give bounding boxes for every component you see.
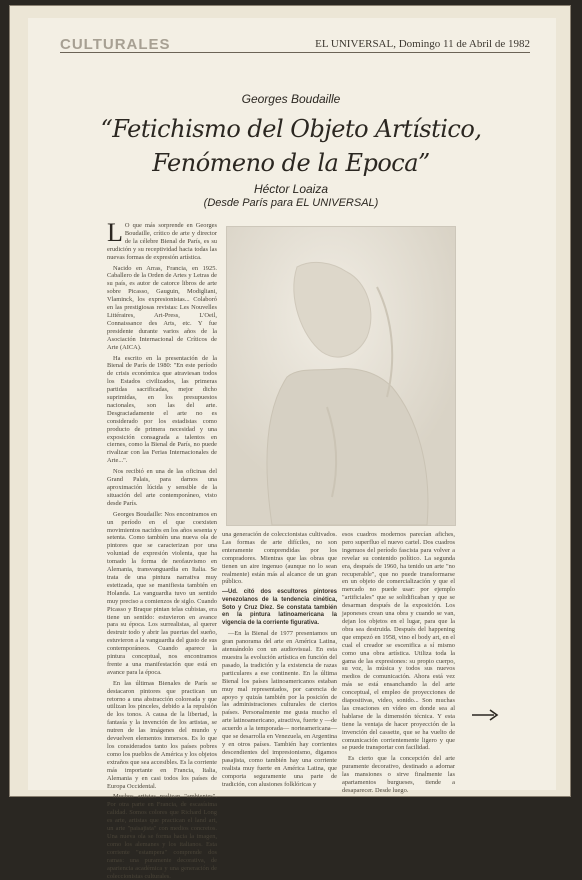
text-column-3 [342,531,455,794]
article-photo [226,226,456,526]
paragraph: En las últimas Bienales de París se destacaron pintores que practican un retorno a una abstracción coloreada y que utilizan los pinceles, debido a la repulsión de los tonos. A causa de la libertad, la fantasía y la invención de los artistas, se nutren de las imágenes del mundo y devuelven elementos inmersos. Es lo que los considerados tanto los países pobres como los pueblos de América y los objetos extraños que sea accesibles. Es la corriente más importante en Francia, Italia, Alemania y en casi todos los países de Europa Occidental. [107,679,217,790]
paragraph: Nacido en Arras, Francia, en 1925. Caballero de la Orden de Artes y Letras de su país, es autor de catorce libros de arte sobre Picasso, Gauguin, Modigliani, Vlaminck, los expresionistas... Colaboró en las prestigiosas revistas: Les Nouvelles Littéraires, Art-Press, L'Oeil, Connaissance des Arts, etc. Y fue presidente durante varios años de la Asociación Internacional de Críticos de Arte (AICA). [107,264,217,351]
paragraph: Es cierto que la concepción del arte puramente decorativo, destinado a adornar las mansiones o sirve finalmente las apartamentos burgueses, tiende a desaparecer. Desde luego. [342,755,455,794]
paragraph: —En la Bienal de 1977 presentamos un gran panorama del arte en América Latina, atenuándolo con un audiovisual. En esta muestra la evolución artística en función del pasado, la tradición y la existencia de razas particulares a ese continente. En la última Bienal los países latinoamericanos estaban muy mal representados, por carencia de apoyo y quizás también por la posición de las administraciones culturales de ciertos países. Personalmente me gusta mucho el arte latinoamericano, atractiva, fuerte y —de acuerdo a la temporada— norteamericana— que se desarrolla en Venezuela, en Argentina y en otros países. También hay corrientes descendientes del impresionismo, digamos pasajista, como también hay una corriente realista muy fuerte en América Latina, que comporta seguramente una parte de tradición, con alusiones folklóricas y [222,630,337,788]
text-column-2 [222,531,337,790]
drop-cap: L [107,218,123,247]
article-headline [90,112,492,180]
text-column-1 [107,218,217,880]
interview-question: —Ud. citó dos escultores pintores venezolanos de la tendencia cinética, Soto y Cruz Díez. Se constata también en la pintura latinoamericana la vigencia de la corriente figurativa. [222,589,337,626]
photo-portrait-image [227,227,455,525]
paragraph: Ha escrito en la presentación de la Bienal de París de 1980: "En este período de crisis económica que atraviesan todos los Estados civilizados, las primeras partidas sacrificadas, mejor dicho suprimidas, en los presupuestos nacionales, son las del arte. Desgraciadamente el arte no es considerado por los estadistas como producto de primera necesidad y una exposición consagrada a talentos en ciernes, como la Bienal de París, no puede rivalizar con las Ferias Internacionales de Arte...". [107,354,217,465]
paragraph: Nos recibió en una de las oficinas del Grand Palais, para darnos una aproximación lúcida y sensible de la situación del arte contemporáneo, visto desde París. [107,468,217,507]
masthead [60,36,530,53]
paragraph: Georges Boudaille: Nos encontramos en un período en el que coexisten movimientos nacidos en los años sesenta y setenta. Como también una nueva ola de pintores que se caracterizan por una voluntad de expresión violenta, que ha tomado la forma de neofauvismo en Alemania, transvanguardia en Italia. Se trata de una pintura narrativa muy estetizada, que se manifiesta también en Holanda. La vanguardia tuvo un sentido muy preciso a comienzos de siglo. Cuando Picasso y Braque pintan telas cubistas, era tiene un sentido: estuvieron en avance para su época. Los surrealistas, al querer destruir todo y abrir las puertas del sueño, estuvieron a la vanguardia del gusto de sus contemporáneos. Cuando aparece la pintura conceptual, nos encontramos frente a una manifestación que está en avance para la época. [107,510,217,676]
headline-line-2: Fenómeno de la Epoca” [152,149,430,177]
paragraph: esos cuadros modernos parecían afiches, pero superfluo el nuevo cartel. Dos cuadros ingenuos del período fascista para volver a revelar su contenido político. La segunda era, después de 1960, ha tenido un arte "no recuperable", que no puede transformarse en un objeto de comercialización y que el mercado no puede usar: por ejemplo "artificiales" que se solidificaban y que se desarman después de la exposición. Los japoneses crean una obra y cuando se van, dejan los objetos en el lugar, para que la obra sea destruida. Después del happening que empezó en 1958, vino el body art, en el cual el creador se escenifica a sí mismo como una obra artística. Utiliza toda la gama de las expresiones: su propio cuerpo, su voz, la música y todos sus nuevos medios de comunicación. Ahora está vez más se está ensanchando la del arte conceptual, el empleo de proyecciones de diapositivas, video, sonido... Son muchas las creaciones en vídeo en donde sea al hablarse de la dimensión técnica. Y esta tiene la ventaja de hacer proyección de la invención del cassette, que se ha vuelto de comunicación corrientemente ligero y que se puede transportar con facilidad. [342,531,455,752]
paragraph: una generación de coleccionistas cultivados. Las formas de arte difíciles, no son enteramente comprendidas por los compradores. Mientras que las obras que tienen un aire ingenuo (aunque no lo sean realmente) están más al alcance de un gran público. [222,531,337,586]
article-author: Héctor Loaiza [253,182,329,196]
article-kicker: Georges Boudaille [241,92,341,106]
paragraph: Muchos artistas realizan "ambientes". Por otra parte en Francia, de escasísima calidad. Somos colores que Richard Long es arte, artistas que practican el land art, un arte "paisajista" con medios concretos. Una nueva ola se forma hacia la imagen, como los alemanes y los italianos. Esta corriente "estampera" comprende dos ramas: una puramente decorativa, de apariencia académica y una generación de coleccionistas culturales. [107,793,217,880]
section-title: CULTURALES [60,36,171,53]
continue-arrow-icon [470,708,500,722]
paragraph: L O que más sorprende en Georges Boudaille, crítico de arte y director de la célebre Bienal de París, es su erudición y su receptividad hacia todas las nuevas formas de expresión artística. [107,218,217,261]
headline-line-1: “Fetichismo del Objeto Artístico, [100,115,482,143]
newspaper-date: EL UNIVERSAL, Domingo 11 de Abril de 1982 [315,38,530,50]
article-dateline: (Desde París para EL UNIVERSAL) [203,197,379,209]
